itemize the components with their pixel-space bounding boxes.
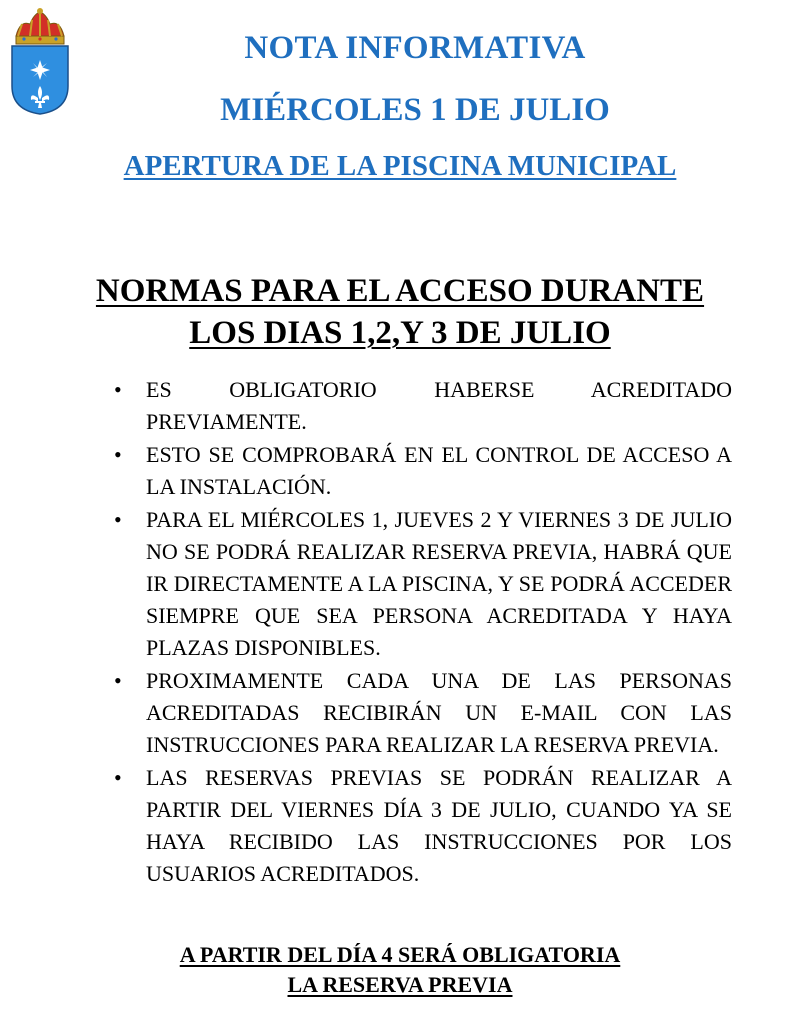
bullet-icon: •: [114, 507, 122, 532]
rules-heading-line2: LOS DIAS 1,2,Y 3 DE JULIO: [189, 315, 611, 351]
rule-text: LAS RESERVAS PREVIAS SE PODRÁN REALIZAR A PARTIR DEL VIERNES DÍA 3 DE JULIO, CUANDO YA SE HAYA RECIBIDO LAS INSTRUCCIONES POR LOS USUARIOS ACREDITADOS.: [146, 765, 732, 886]
notice-title: NOTA INFORMATIVA: [244, 30, 586, 66]
rule-text: ESTO SE COMPROBARÁ EN EL CONTROL DE ACCESO A LA INSTALACIÓN.: [146, 442, 732, 499]
rules-heading: [0, 270, 800, 354]
list-item: [106, 762, 732, 890]
rules-list: [106, 374, 732, 891]
notice-date: MIÉRCOLES 1 DE JULIO: [220, 92, 610, 128]
footer-line1: A PARTIR DEL DÍA 4 SERÁ OBLIGATORIA: [179, 942, 621, 967]
list-item: [106, 374, 732, 438]
rule-text: PROXIMAMENTE CADA UNA DE LAS PERSONAS ACREDITADAS RECIBIRÁN UN E-MAIL CON LAS INSTRUCCIONES PARA REALIZAR LA RESERVA PREVIA.: [146, 668, 732, 757]
notice-subtitle-text: APERTURA DE LA PISCINA MUNICIPAL: [123, 150, 677, 182]
rules-heading-line1: NORMAS PARA EL ACCESO DURANTE: [95, 273, 705, 309]
footer-notice: [0, 940, 800, 1000]
rule-text: ES OBLIGATORIO HABERSE ACREDITADO PREVIAMENTE.: [146, 377, 732, 434]
bullet-icon: •: [114, 377, 122, 402]
bullet-icon: •: [114, 442, 122, 467]
list-item: [106, 439, 732, 503]
bullet-icon: •: [114, 668, 122, 693]
rule-text: PARA EL MIÉRCOLES 1, JUEVES 2 Y VIERNES 3 DE JULIO NO SE PODRÁ REALIZAR RESERVA PREVIA, HABRÁ QUE IR DIRECTAMENTE A LA PISCINA, Y SE PODRÁ ACCEDER SIEMPRE QUE SEA PERSONA ACREDITADA Y HAYA PLAZAS DISPONIBLES.: [146, 507, 732, 660]
list-item: [106, 504, 732, 664]
list-item: [106, 665, 732, 761]
bullet-icon: •: [114, 765, 122, 790]
notice-subtitle: [0, 150, 800, 183]
footer-line2: LA RESERVA PREVIA: [287, 972, 513, 997]
